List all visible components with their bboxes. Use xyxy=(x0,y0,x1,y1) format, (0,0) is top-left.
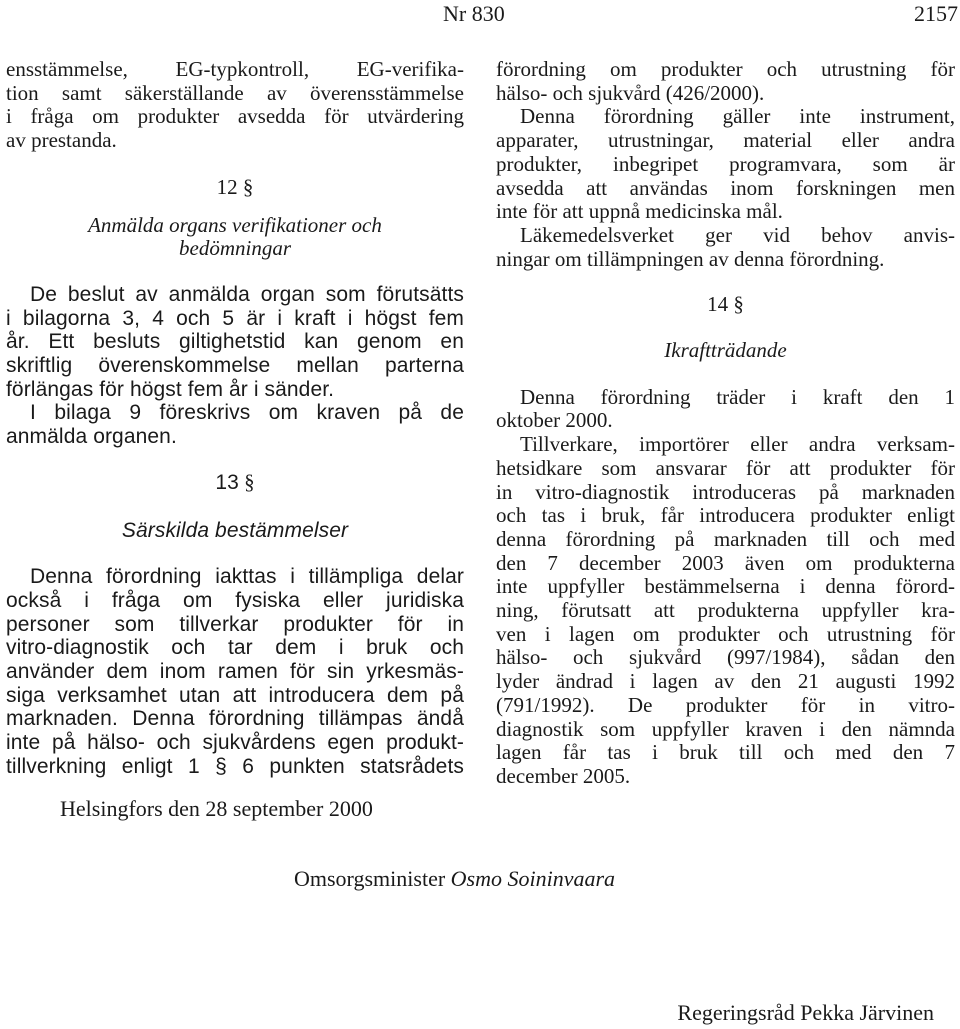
page-number: 2157 xyxy=(914,1,958,26)
text-line: i bilagorna 3, 4 och 5 är i kraft i högst fem xyxy=(6,306,464,330)
text-line: Tillverkare, importörer eller andra verksam- xyxy=(520,432,955,457)
place-and-date: Helsingfors den 28 september 2000 xyxy=(60,796,373,821)
minister-signature xyxy=(294,866,615,892)
text-line: lyder ändrad i lagen av den 21 augusti 1992 xyxy=(496,669,955,694)
text-line: oktober 2000. xyxy=(496,408,613,433)
text-line: skriftlig överenskommelse mellan parterna xyxy=(6,354,464,378)
paragraph xyxy=(6,401,464,448)
left-column xyxy=(6,58,464,779)
section-title-line: bedömningar xyxy=(179,236,291,261)
paragraph xyxy=(6,565,464,778)
paragraph-continuation xyxy=(496,58,955,105)
text-line: år. Ett besluts giltighetstid kan genom en xyxy=(6,330,464,354)
text-line: personer som tillverkar produkter för in xyxy=(6,612,464,636)
text-line: också i fråga om fysiska eller juridiska xyxy=(6,588,464,612)
text-line: ningar om tillämpningen av denna förordning. xyxy=(496,246,885,271)
text-line: Denna förordning gäller inte instrument, xyxy=(520,104,955,129)
paragraph xyxy=(496,105,955,224)
section-12-title xyxy=(6,214,464,261)
text-line: denna förordning på marknaden till och med xyxy=(496,526,955,551)
right-column xyxy=(496,58,955,789)
text-line: december 2005. xyxy=(496,763,631,788)
text-line: I bilaga 9 föreskrivs om kraven på de xyxy=(30,401,464,425)
section-number: 14 xyxy=(707,292,729,317)
section-13-heading xyxy=(6,471,464,495)
text-line: ning, förutsatt att produkterna uppfyller kra- xyxy=(496,598,955,623)
text-line: Denna förordning iakttas i tillämpliga delar xyxy=(30,565,464,589)
section-sign: § xyxy=(242,174,254,199)
paragraph xyxy=(6,283,464,402)
text-line: av prestanda. xyxy=(6,128,117,153)
section-12-heading xyxy=(6,176,464,200)
paragraph xyxy=(496,224,955,271)
text-line: hälso- och sjukvård (997/1984), sådan den xyxy=(496,645,955,670)
text-line: hetsidkare som ansvarar för att produkter för xyxy=(496,455,955,480)
section-14-title xyxy=(496,339,955,363)
section-title-line: Ikraftträdande xyxy=(664,338,787,363)
text-line: vitro-diagnostik och tar dem i bruk och xyxy=(6,636,464,660)
section-title-line: Särskilda bestämmelser xyxy=(121,518,349,542)
section-number: 13 xyxy=(215,470,239,494)
minister-name: Osmo Soininvaara xyxy=(450,866,616,891)
text-line: inte uppfyller bestämmelserna i denna förord- xyxy=(496,574,955,599)
text-line: tillverkning enligt 1 § 6 punkten statsrådets xyxy=(6,754,464,778)
text-line: använder dem inom ramen för sin yrkesmäs- xyxy=(6,660,464,684)
text-line: diagnostik som uppfyller kraven i den nämnda xyxy=(496,716,955,741)
text-line: Denna förordning träder i kraft den 1 xyxy=(520,384,955,409)
section-number: 12 xyxy=(216,174,238,199)
text-line: förordning om produkter och utrustning för xyxy=(496,57,955,81)
text-line: lagen får tas i bruk till och med den 7 xyxy=(496,740,955,765)
text-line: anmälda organen. xyxy=(6,425,177,449)
text-line: förlängas för högst fem år i sänder. xyxy=(6,377,335,401)
paragraph xyxy=(496,433,955,789)
minister-title: Omsorgsminister xyxy=(294,866,446,891)
text-line: i fråga om produkter avsedda för utvärdering xyxy=(6,104,464,129)
text-line: hälso- och sjukvård (426/2000). xyxy=(496,80,765,105)
text-line: in vitro-diagnostik introduceras på marknaden xyxy=(496,479,955,504)
councillor-signature: Regeringsråd Pekka Järvinen xyxy=(677,1000,934,1025)
section-title-line: Anmälda organs verifikationer och xyxy=(88,212,382,237)
issue-number: Nr 830 xyxy=(443,1,505,26)
text-line: och tas i bruk, får introducera produkter enligt xyxy=(496,503,955,528)
text-line: ensstämmelse, EG-typkontroll, EG-verifika- xyxy=(6,57,464,81)
text-line: apparater, utrustningar, material eller andra xyxy=(496,128,955,153)
text-line: (791/1992). De produkter för in vitro- xyxy=(496,692,955,717)
text-line: Läkemedelsverket ger vid behov anvis- xyxy=(520,222,955,247)
text-line: De beslut av anmälda organ som förutsätts xyxy=(30,282,464,306)
text-line: tion samt säkerställande av överensstämmelse xyxy=(6,80,464,105)
section-sign: § xyxy=(733,292,744,317)
paragraph-continuation xyxy=(6,58,464,153)
section-sign: § xyxy=(244,469,255,494)
text-line: inte på hälso- och sjukvårdens egen produkt- xyxy=(6,731,464,755)
section-13-title xyxy=(6,519,464,543)
text-line: siga verksamhet utan att introducera dem på xyxy=(6,683,464,707)
text-line: inte för att uppnå medicinska mål. xyxy=(496,199,783,224)
text-line: den 7 december 2003 även om produkterna xyxy=(496,550,955,575)
text-line: marknaden. Denna förordning tillämpas ändå xyxy=(6,707,464,731)
text-line: produkter, inbegripet programvara, som är xyxy=(496,151,955,176)
section-14-heading xyxy=(496,293,955,317)
paragraph xyxy=(496,386,955,433)
text-line: ven i lagen om produkter och utrustning för xyxy=(496,621,955,646)
text-line: avsedda att användas inom forskningen men xyxy=(496,175,955,200)
